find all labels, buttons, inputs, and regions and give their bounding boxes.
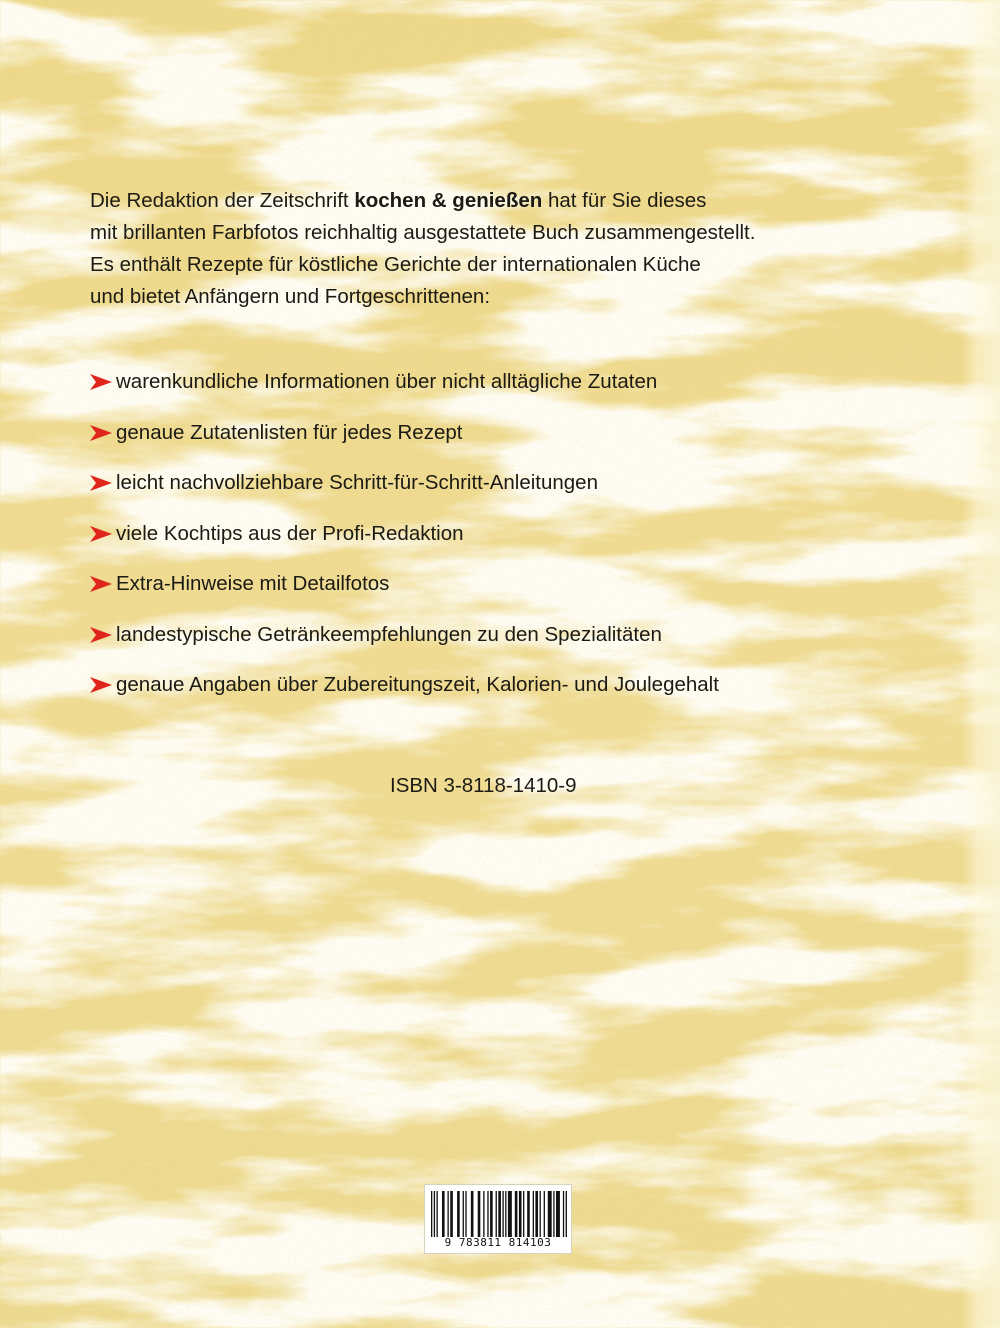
barcode-bar	[431, 1191, 432, 1237]
feature-text: warenkundliche Informationen über nicht alltägliche Zutaten	[116, 370, 658, 393]
barcode-bar	[471, 1191, 474, 1237]
barcode-bar	[533, 1191, 534, 1237]
barcode-bar	[457, 1191, 460, 1237]
arrow-right-icon	[90, 568, 116, 600]
feature-item	[90, 669, 719, 720]
barcode	[424, 1184, 572, 1254]
barcode-bar	[527, 1191, 530, 1237]
barcode-bar	[478, 1191, 481, 1237]
barcode-bar	[544, 1191, 545, 1237]
barcode-bar	[548, 1191, 552, 1237]
arrow-right-icon	[90, 669, 116, 701]
intro-line-4: und bietet Anfängern und Fortgeschrittenen:	[90, 285, 491, 308]
barcode-bar	[450, 1191, 453, 1237]
feature-text: Extra-Hinweise mit Detailfotos	[116, 572, 390, 595]
feature-text: genaue Zutatenlisten für jedes Rezept	[116, 420, 463, 444]
barcode-bar	[442, 1191, 445, 1237]
barcode-bar	[483, 1191, 484, 1237]
barcode-bar	[508, 1191, 512, 1237]
barcode-bar	[556, 1191, 560, 1237]
arrow-right-icon	[90, 467, 116, 499]
feature-item	[90, 518, 719, 569]
barcode-bar	[540, 1191, 541, 1237]
feature-text: leicht nachvollziehbare Schritt-für-Schritt-Anleitungen	[116, 471, 598, 494]
barcode-bar	[498, 1191, 501, 1237]
intro-line-3: Es enthält Rezepte für köstliche Gerichte der internationalen Küche	[90, 253, 701, 276]
barcode-bar	[465, 1191, 466, 1237]
intro-paragraph	[90, 185, 930, 313]
barcode-bar	[566, 1191, 567, 1237]
arrow-right-icon	[90, 619, 116, 651]
feature-item	[90, 467, 719, 518]
arrow-right-icon	[90, 518, 116, 550]
feature-text: landestypische Getränkeempfehlungen zu den Spezialitäten	[116, 622, 662, 646]
feature-text: viele Kochtips aus der Profi-Redaktion	[116, 521, 464, 545]
barcode-bar	[463, 1191, 464, 1237]
barcode-bar	[519, 1191, 522, 1237]
feature-item	[90, 568, 719, 619]
barcode-bar	[563, 1191, 564, 1237]
feature-text: genaue Angaben über Zubereitungszeit, Kalorien- und Joulegehalt	[116, 673, 719, 696]
barcode-number: 9 783811 814103	[444, 1236, 552, 1249]
feature-item	[90, 619, 719, 670]
barcode-bars	[431, 1191, 567, 1237]
barcode-bar	[434, 1191, 435, 1237]
barcode-bar	[436, 1191, 437, 1237]
isbn-text: ISBN 3-8118-1410-9	[390, 774, 577, 797]
barcode-bar	[553, 1191, 554, 1237]
barcode-bar	[505, 1191, 506, 1237]
cover-edge-highlight	[962, 0, 1000, 1328]
feature-item	[90, 417, 719, 468]
barcode-bar	[515, 1191, 518, 1237]
feature-item	[90, 366, 719, 417]
arrow-right-icon	[90, 366, 116, 398]
barcode-bar	[487, 1191, 488, 1237]
intro-line-1: Die Redaktion der Zeitschrift kochen & genießen hat für Sie dieses	[90, 189, 707, 212]
barcode-bar	[523, 1191, 524, 1237]
barcode-bar	[490, 1191, 493, 1237]
barcode-bar	[496, 1191, 497, 1237]
arrow-right-icon	[90, 417, 116, 449]
barcode-bar	[502, 1191, 503, 1237]
feature-list	[90, 366, 719, 720]
intro-line-2: mit brillanten Farbfotos reichhaltig ausgestattete Buch zusammengestellt.	[90, 221, 756, 244]
barcode-bar	[447, 1191, 448, 1237]
barcode-bar	[535, 1191, 538, 1237]
magazine-name: kochen & genießen	[354, 189, 543, 212]
